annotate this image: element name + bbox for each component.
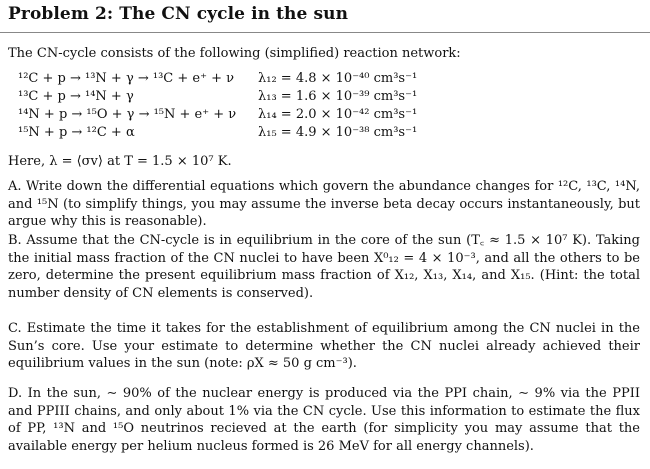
reaction-row (18, 106, 638, 124)
page-title: Problem 2: The CN cycle in the sun (8, 4, 349, 24)
part-a-text: A. Write down the differential equations which govern the abundance changes for ¹²C, ¹³C, ¹⁴N, and ¹⁵N (to simplify things, you may assume the inverse beta decay occurs instantaneously, but argue why this is reasonable). (8, 179, 640, 229)
reaction-rate: λ₁₄ = 2.0 × 10⁻⁴² cm³s⁻¹ (258, 107, 418, 122)
intro-text: The CN-cycle consists of the following (simplified) reaction network: (8, 46, 461, 61)
reaction-row (18, 70, 638, 88)
reaction-rate: λ₁₃ = 1.6 × 10⁻³⁹ cm³s⁻¹ (258, 89, 418, 104)
part-b-text: B. Assume that the CN-cycle is in equilibrium in the core of the sun (T꜀ ≈ 1.5 × 10⁷ K). Taking the initial mass fraction of the CN nuclei to have been X⁰₁₂ = 4 × 10⁻³, and all the others to be zero, determine the present equilibrium mass fraction of X₁₂, X₁₃, X₁₄, and X₁₅. (Hint: the total number density of CN elements is conserved). (8, 233, 640, 301)
title-divider (0, 32, 650, 33)
reaction-row (18, 88, 638, 106)
reaction-equation: ¹²C + p → ¹³N + γ → ¹³C + e⁺ + ν (18, 71, 235, 86)
reaction-row (18, 124, 638, 142)
reaction-network (18, 70, 638, 142)
reaction-rate: λ₁₅ = 4.9 × 10⁻³⁸ cm³s⁻¹ (258, 125, 418, 140)
reaction-equation: ¹⁵N + p → ¹²C + α (18, 125, 135, 140)
rate-definition: Here, λ = ⟨σv⟩ at T = 1.5 × 10⁷ K. (8, 154, 232, 169)
part-c-text: C. Estimate the time it takes for the establishment of equilibrium among the CN nuclei in the Sun’s core. Use your estimate to determine whether the CN nuclei already achieved their equilibrium values in the sun (note: ρX ≈ 50 g cm⁻³). (8, 321, 640, 371)
reaction-equation: ¹⁴N + p → ¹⁵O + γ → ¹⁵N + e⁺ + ν (18, 107, 237, 122)
part-d-text: D. In the sun, ∼ 90% of the nuclear energy is produced via the PPI chain, ∼ 9% via the PPII and PPIII chains, and only about 1% via the CN cycle. Use this information to estimate the flux of PP, ¹³N and ¹⁵O neutrinos recieved at the earth (for simplicity you may assume that the available energy per helium nucleus formed is 26 MeV for all energy channels). (8, 386, 640, 454)
reaction-equation: ¹³C + p → ¹⁴N + γ (18, 89, 134, 104)
reaction-rate: λ₁₂ = 4.8 × 10⁻⁴⁰ cm³s⁻¹ (258, 71, 418, 86)
